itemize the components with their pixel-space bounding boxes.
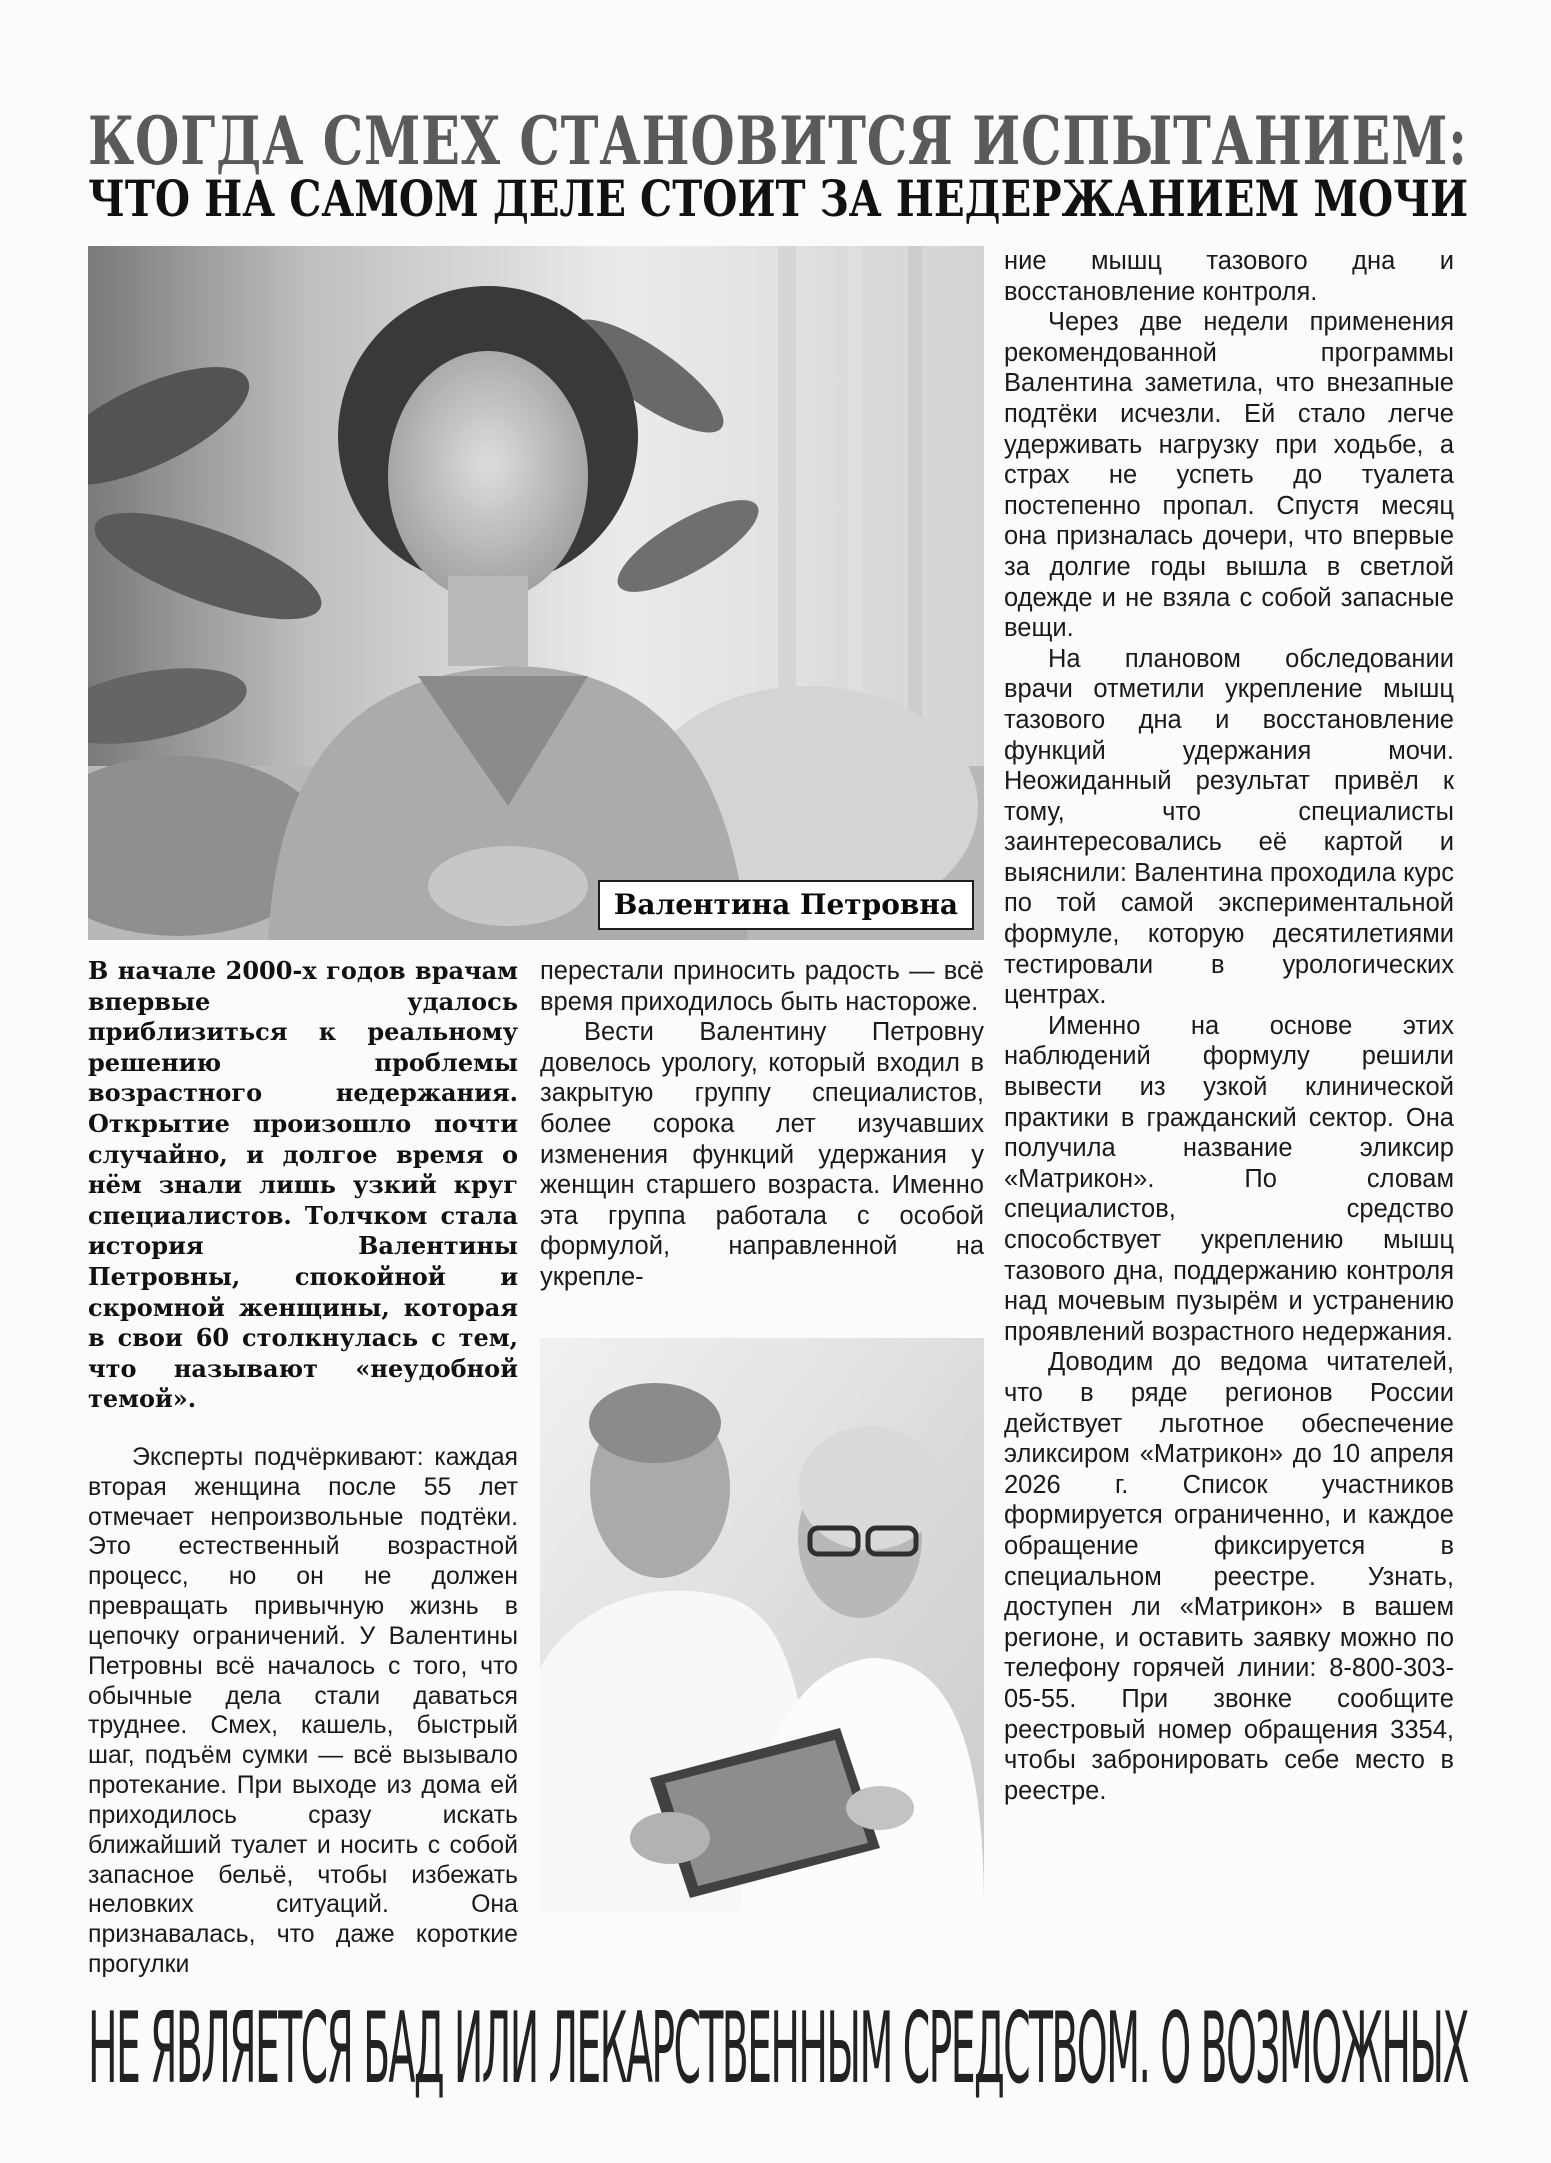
body-middle-paragraph-2: Вести Валентину Петровну довелось урологу, который входил в закрытую группу специалистов, более сорока лет изучавших изменения функций удержания у женщин старшего возраста. Именно эта группа работала с особой формулой, направленной на укрепле- <box>540 1018 984 1291</box>
body-right-paragraph-5: Доводим до ведома читателей, что в ряде регионов России действует льготное обеспечение эликсиром «Матрикон» до 10 апреля 2026 г. Список участников формируется ограниченно, и каждое обращение фиксируется в специальном реестре. Узнать, доступен ли «Матрикон» в вашем регионе, и оставить заявку можно по телефону горячей линии: 8-800-303-05-55. При звонке сообщите реестровый номер обращения 3354, чтобы забронировать себе место в реестре. <box>1004 1348 1454 1805</box>
photo-doctors-illustration <box>540 1338 984 1912</box>
body-left-paragraph: Эксперты подчёркивают: каждая вторая женщина после 55 лет отмечает непроизвольные подтёки. Это естественный возрастной процесс, но он не должен превращать привычную жизнь в цепочку ограничений. У Валентины Петровны всё началось с того, что обычные дела стали даваться труднее. Смех, кашель, быстрый шаг, подъём сумки — всё вызывало протекание. При выходе из дома ей приходилось сразу искать ближайший туалет и носить с собой запасное бельё, чтобы избежать неловких ситуаций. Она признавалась, что даже короткие прогулки <box>88 1442 518 1978</box>
footer-disclaimer: НЕ ЯВЛЯЕТСЯ БАД ИЛИ ЛЕКАРСТВЕННЫМ СРЕДСТВОМ. О ВОЗМОЖНЫХ <box>88 1992 1468 2106</box>
body-right-paragraph-1: ние мышц тазового дна и восстановление контроля. <box>1004 247 1454 306</box>
column-left <box>88 956 518 1980</box>
lead-paragraph: В начале 2000-х годов врачам впервые удалось приблизиться к реальному решению проблемы возрастного недержания. Открытие произошло почти случайно, и долгое время о нём знали лишь узкий круг специалистов. Толчком стала история Валентины Петровны, спокойной и скромной женщины, которая в свои 60 столкнулась с тем, что называют «неудобной темой». <box>88 956 518 1414</box>
column-middle <box>540 956 984 1293</box>
body-right-paragraph-4: Именно на основе этих наблюдений формулу решили вывести из узкой клинической практики в гражданский сектор. Она получила название эликсир «Матрикон». По словам специалистов, средство способствует укреплению мышц тазового дна, поддержанию контроля над мочевым пузырём и устранению проявлений возрастного недержания. <box>1004 1011 1454 1346</box>
photo-valentina-petrovna <box>88 246 984 940</box>
column-right <box>1004 246 1454 1806</box>
headline-line-2: ЧТО НА САМОМ ДЕЛЕ СТОИТ ЗА НЕДЕРЖАНИЕМ МОЧИ <box>88 169 1469 228</box>
body-middle-paragraph-1: перестали приносить радость — всё время приходилось быть настороже. <box>540 957 984 1016</box>
body-right-paragraph-3: На плановом обследовании врачи отметили укрепление мышц тазового дна и восстановление функций удержания мочи. Неожиданный результат привёл к тому, что специалисты заинтересовались её картой и выяснили: Валентина проходила курс по той самой экспериментальной формуле, которую десятилетиями тестировали в урологических центрах. <box>1004 644 1454 1010</box>
photo-valentina-illustration <box>88 246 984 940</box>
headline-line-1: КОГДА СМЕХ СТАНОВИТСЯ ИСПЫТАНИЕМ: <box>88 102 1468 180</box>
photo-caption: Валентина Петровна <box>598 880 974 930</box>
photo-doctors-with-tablet <box>540 1338 984 1912</box>
body-right-paragraph-2: Через две недели применения рекомендованной программы Валентина заметила, что внезапные подтёки исчезли. Ей стало легче удерживать нагрузку при ходьбе, а страх не успеть до туалета постепенно пропал. Спустя месяц она призналась дочери, что впервые за долгие годы вышла в светлой одежде и не взяла с собой запасные вещи. <box>1004 308 1454 643</box>
